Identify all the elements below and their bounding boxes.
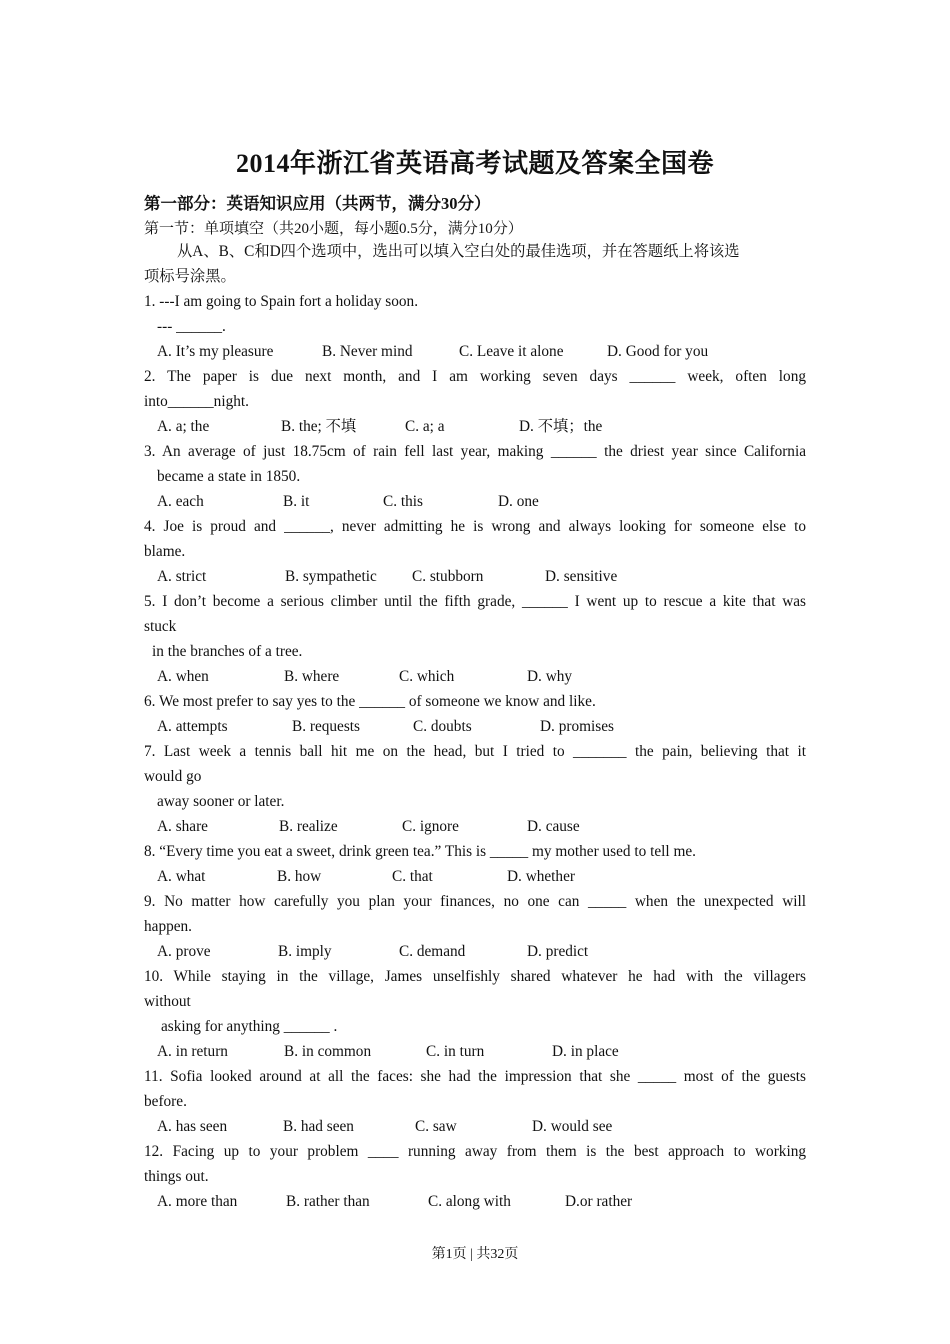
question-6-option-b: B. requests <box>292 718 360 735</box>
question-5-text: stuck <box>144 618 177 635</box>
question-4-option-b: B. sympathetic <box>285 568 377 585</box>
question-3-text: 3. An average of just 18.75cm of rain fell last year, making ______ the driest year since California <box>144 443 806 460</box>
question-9-option-a: A. prove <box>157 943 211 960</box>
question-11-option-b: B. had seen <box>283 1118 354 1135</box>
question-1-option-b: B. Never mind <box>322 343 413 360</box>
document-title: 2014年浙江省英语高考试题及答案全国卷 <box>235 149 714 178</box>
question-10-option-b: B. in common <box>284 1043 372 1060</box>
question-5-text: 5. I don’t become a serious climber until the fifth grade, ______ I went up to rescue a kite that was <box>144 593 806 610</box>
part-heading: 第一部分：英语知识应用（共两节，满分30分） <box>144 194 491 213</box>
question-5-option-a: A. when <box>157 668 209 685</box>
question-1-option-d: D. Good for you <box>607 343 709 360</box>
question-3-option-d: D. one <box>498 493 539 510</box>
question-11-text: before. <box>144 1093 187 1110</box>
question-11-option-d: D. would see <box>532 1118 613 1135</box>
question-5-option-d: D. why <box>527 668 573 685</box>
question-10-text: without <box>144 993 191 1010</box>
instructions-line: 项标号涂黑。 <box>144 268 236 285</box>
question-3-option-c: C. this <box>383 493 423 510</box>
question-1-option-c: C. Leave it alone <box>459 343 564 360</box>
page-footer: 第1页 | 共32页 <box>431 1247 519 1262</box>
question-3-option-b: B. it <box>283 493 310 510</box>
question-8-option-d: D. whether <box>507 868 575 885</box>
question-9-option-d: D. predict <box>527 943 589 960</box>
question-4-text: 4. Joe is proud and ______, never admitting he is wrong and always looking for someone else to <box>144 518 806 535</box>
question-12-option-d: D.or rather <box>565 1193 633 1210</box>
question-2-option-a: A. a; the <box>157 418 210 435</box>
question-10-option-a: A. in return <box>157 1043 228 1060</box>
question-9-option-b: B. imply <box>278 943 332 960</box>
question-7-text: 7. Last week a tennis ball hit me on the head, but I tried to _______ the pain, believing that it <box>144 743 806 760</box>
question-10-text: 10. While staying in the village, James unselfishly shared whatever he had with the villagers <box>144 968 806 985</box>
question-6-text: 6. We most prefer to say yes to the ______ of someone we know and like. <box>144 693 596 710</box>
question-11-option-a: A. has seen <box>157 1118 228 1135</box>
question-12-text: things out. <box>144 1168 209 1185</box>
question-2-option-c: C. a; a <box>405 418 445 435</box>
question-4-option-d: D. sensitive <box>545 568 618 585</box>
question-7-option-c: C. ignore <box>402 818 459 835</box>
question-10-text: asking for anything ______ . <box>161 1018 338 1035</box>
question-7-option-b: B. realize <box>279 818 338 835</box>
question-8-option-a: A. what <box>157 868 206 885</box>
question-12-option-a: A. more than <box>157 1193 238 1210</box>
question-11-option-c: C. saw <box>415 1118 457 1135</box>
question-3-option-a: A. each <box>157 493 204 510</box>
question-4-option-c: C. stubborn <box>412 568 484 585</box>
question-8-text: 8. “Every time you eat a sweet, drink green tea.” This is _____ my mother used to tell me. <box>144 843 696 860</box>
question-6-option-c: C. doubts <box>413 718 472 735</box>
question-12-option-b: B. rather than <box>286 1193 370 1210</box>
question-2-text: 2. The paper is due next month, and I am working seven days ______ week, often long <box>144 368 806 385</box>
question-7-option-a: A. share <box>157 818 208 835</box>
question-9-option-c: C. demand <box>399 943 466 960</box>
section-heading: 第一节：单项填空（共20小题，每小题0.5分，满分10分） <box>144 221 523 237</box>
question-4-option-a: A. strict <box>157 568 207 585</box>
question-12-option-c: C. along with <box>428 1193 511 1210</box>
question-11-text: 11. Sofia looked around at all the faces: she had the impression that she _____ most of the guests <box>144 1068 806 1085</box>
question-1-text: 1. ---I am going to Spain fort a holiday soon. <box>144 293 419 310</box>
question-8-option-c: C. that <box>392 868 433 885</box>
question-5-option-c: C. which <box>399 668 455 685</box>
question-7-text: away sooner or later. <box>157 793 285 810</box>
question-2-option-b: B. the; 不填 <box>281 418 357 435</box>
question-5-text: in the branches of a tree. <box>152 643 303 660</box>
question-2-text: into______night. <box>144 393 249 410</box>
instructions-line: 从A、B、C和D四个选项中，选出可以填入空白处的最佳选项，并在答题纸上将该选 <box>177 243 740 260</box>
question-5-option-b: B. where <box>284 668 340 685</box>
question-6-option-a: A. attempts <box>157 718 228 735</box>
question-2-option-d: D. 不填；the <box>519 418 603 435</box>
question-1-option-a: A. It’s my pleasure <box>157 343 274 360</box>
question-1-text: --- ______. <box>157 318 226 335</box>
question-7-text: would go <box>144 768 202 785</box>
question-4-text: blame. <box>144 543 186 560</box>
question-10-option-d: D. in place <box>552 1043 619 1060</box>
question-10-option-c: C. in turn <box>426 1043 485 1060</box>
question-12-text: 12. Facing up to your problem ____ running away from them is the best approach to working <box>144 1143 806 1160</box>
question-9-text: 9. No matter how carefully you plan your finances, no one can _____ when the unexpected will <box>144 893 806 910</box>
question-7-option-d: D. cause <box>527 818 580 835</box>
question-9-text: happen. <box>144 918 192 935</box>
question-8-option-b: B. how <box>277 868 322 885</box>
question-3-text: became a state in 1850. <box>157 468 301 485</box>
question-6-option-d: D. promises <box>540 718 614 735</box>
